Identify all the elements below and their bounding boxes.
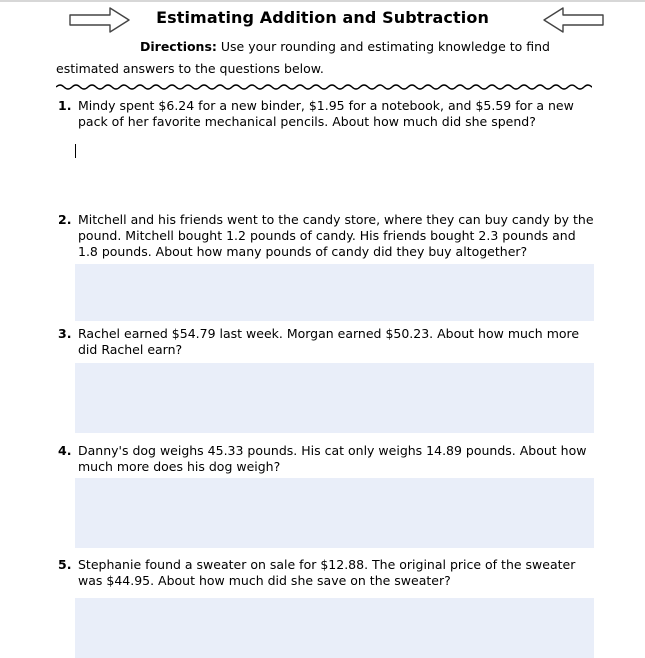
question-text: Mitchell and his friends went to the candy store, where they can buy candy by the pound. Mitchell bought 1.2 pounds of candy. His friends bought 2.3 pounds and 1.8 pounds. About how many pounds of candy did they buy altogether? — [78, 212, 594, 259]
question-3 — [58, 326, 598, 358]
answer-field-3[interactable] — [75, 363, 594, 433]
wavy-divider — [56, 82, 592, 92]
directions — [56, 36, 616, 80]
question-text: Danny's dog weighs 45.33 pounds. His cat only weighs 14.89 pounds. About how much more does his dog weigh? — [78, 443, 587, 474]
question-5 — [58, 557, 598, 589]
question-text: Rachel earned $54.79 last week. Morgan earned $50.23. About how much more did Rachel earn? — [78, 326, 580, 357]
answer-field-4[interactable] — [75, 478, 594, 548]
top-border — [0, 0, 645, 2]
answer-field-5[interactable] — [75, 598, 594, 658]
question-2 — [58, 212, 598, 260]
question-4 — [58, 443, 598, 475]
page-title: Estimating Addition and Subtraction — [156, 8, 489, 27]
question-number: 3. — [58, 326, 72, 341]
question-number: 5. — [58, 557, 72, 572]
question-number: 1. — [58, 98, 72, 113]
question-text: Stephanie found a sweater on sale for $12.88. The original price of the sweater was $44.95. About how much did she save on the sweater? — [78, 557, 576, 588]
question-1 — [58, 98, 598, 130]
question-number: 4. — [58, 443, 72, 458]
text-cursor — [75, 144, 76, 158]
left-arrow-icon — [541, 6, 605, 34]
question-number: 2. — [58, 212, 72, 227]
directions-label: Directions: — [140, 39, 217, 54]
directions-text: Use your rounding and estimating knowledge to find estimated answers to the questions below. — [56, 39, 550, 76]
question-text: Mindy spent $6.24 for a new binder, $1.95 for a notebook, and $5.59 for a new pack of her favorite mechanical pencils. About how much did she spend? — [78, 98, 574, 129]
answer-field-2[interactable] — [75, 264, 594, 321]
